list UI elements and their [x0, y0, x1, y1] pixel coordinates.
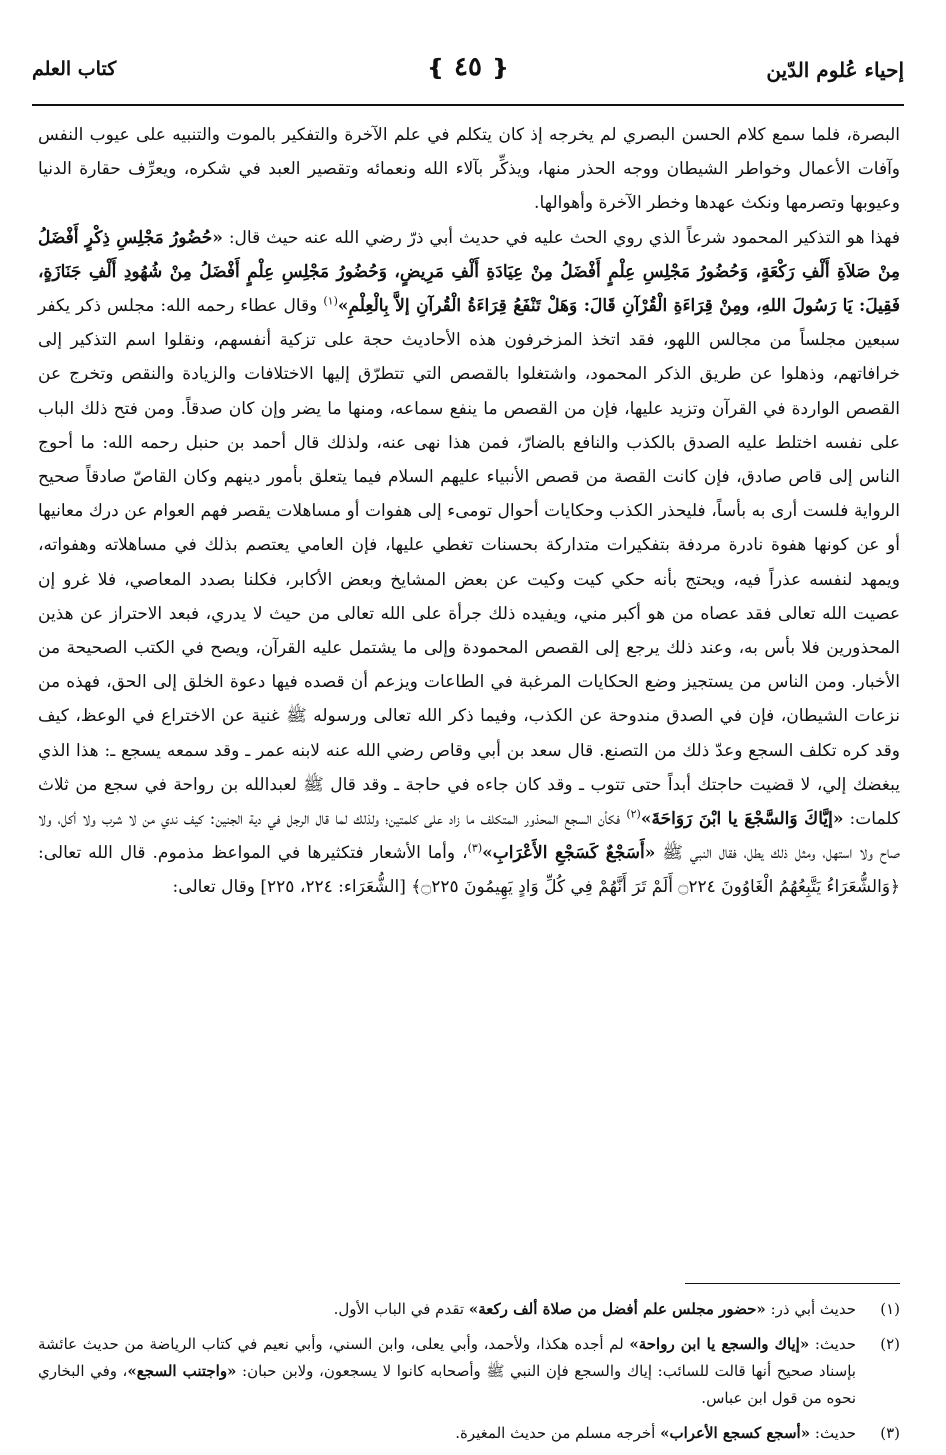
page-number: [427, 52, 510, 82]
paragraph-4-text: ، وأما الأشعار فتكثيرها في المواعظ مذموم. قال الله تعالى:: [38, 843, 468, 864]
page-header: [32, 52, 904, 102]
hadith-sajʿ-al-aʿrab: «أَسَجْعٌ كَسَجْعِ الأَعْرَابِ»: [482, 843, 656, 864]
footnote-1: [38, 1296, 900, 1323]
paragraph-2-intro: فهذا هو التذكير المحمود شرعاً الذي روي الحث عليه في حديث أبي ذرّ رضي الله عنه حيث قال:: [228, 227, 900, 248]
footnote-lead: حديث:: [814, 1335, 856, 1353]
footnote-rest-2: ، وفي البخاري نحوه من قول ابن عباس.: [38, 1362, 856, 1407]
footnote-text: [38, 1420, 856, 1447]
ornament-left-icon: ❴: [426, 55, 445, 81]
paragraph-2-text: وقال عطاء رحمه الله: مجلس ذكر يكفر سبعين مجلساً من مجالس اللهو، فقد اتخذ المزخرفون هذه الأحاديث حجة على تزكية أنفسهم، ونقلوا اسم التذكير إلى خرافاتهم، وذهلوا عن طريق الذكر المحمود، واشتغلوا بالقصص التي تتطرّق إليها الاختلافات والزيادة والنقص وتخرج عن القصص الواردة في القرآن وتزيد عليها، فإن من القصص ما ينفع سماعه، ومنها ما يضر وإن كان صدقاً. ومن فتح ذلك الباب على نفسه اختلط عليه الصدق بالكذب والنافع بالضارّ، فمن هذا نهى عنه، ولذلك قال أحمد بن حنبل رحمه الله: ما أحوج الناس إلى قاص صادق، فإن كانت القصة من قصص الأنبياء عليهم السلام فيما يتعلق بأمور دينهم وكان القاصّ صادقاً صحيح الرواية فلست أرى به بأساً، فليحذر الكذب وحكايات أحوال تومىء إلى هفوات أو مساهلات يقصر فهم العوام عن درك معانيها أو عن كونها هفوة نادرة مردفة بتفكيرات متداركة بحسنات تغطي عليها، فإن العامي يعتصم بذلك في مساهلاته وهفواته، ويمهد لنفسه عذراً فيه، ويحتج بأنه حكي كيت وكيت عن بعض المشايخ وبعض الأكابر، فكلنا بصدد المعاصي، فلا غرو إن عصيت الله تعالى فقد عصاه من هو أكبر مني، ويفيده ذلك جرأة على الله تعالى من حيث لا يدري، فبعد الاحتراز عن هذين المحذورين فلا بأس به، وعند ذلك يرجع إلى القصص المحمودة وإلى ما يشتمل عليه القرآن، ويصح في الكتب الصحيحة من الأخبار. ومن الناس من يستجيز وضع الحكايات المرغبة في الطاعات ويزعم أن قصده فيها دعوة الخلق إلى الحق، فهذه من نزعات الشيطان، فإن في الصدق مندوحة عن الكذب، وفيما ذكر الله تعالى ورسوله ﷺ غنية عن الاختراع في الوعظ، كيف وقد كره تكلف السجع وعدّ ذلك من التصنع. قال سعد بن أبي وقاص رضي الله عنه لابنه عمر ـ وقد سمعه يسجع ـ: هذا الذي يبغضك إلي، لا قضيت حاجتك أبداً حتى تتوب ـ وقد كان جاءه في حاجة ـ وقد قال ﷺ لعبدالله بن رواحة في سجع من ثلاث كلمات:: [38, 296, 900, 830]
header-rule: [32, 104, 904, 106]
footnote-quote: «أسجع كسجع الأعراب»: [660, 1424, 811, 1442]
footnote-lead: حديث:: [814, 1424, 856, 1442]
footnote-number: (٣): [880, 1424, 900, 1442]
footnote-text: [38, 1296, 856, 1323]
footnote-text: [38, 1331, 856, 1412]
section-title: كتاب العلم: [32, 58, 117, 80]
footnote-separator: [685, 1283, 900, 1284]
footnote-2: [38, 1331, 900, 1412]
paragraph-1: [38, 118, 900, 221]
footnote-mark-2: (٢): [626, 807, 641, 821]
footnote-mark-1: (١): [323, 294, 338, 308]
footnote-quote: «إياك والسجع يا ابن رواحة»: [629, 1335, 810, 1353]
ornament-right-icon: ❵: [491, 55, 510, 81]
hadith-ibn-rawaha: «إيَّاكَ وَالسَّجْعَ يا ابْنَ رَوَاحَةَ»: [640, 809, 844, 830]
footnote-number: (١): [880, 1300, 900, 1318]
footnote-lead: حديث أبي ذر:: [770, 1300, 856, 1318]
hadith-abu-dhar: «حُضُورُ مَجْلِسِ ذِكْرٍ أَفْضَلُ مِنْ صَلاَةِ أَلْفِ رَكْعَةٍ، وَحُضُورُ مَجْلِسِ عِلْمٍ أَفْضَلُ مِنْ عِيَادَةِ أَلْفِ مَرِيضٍ، وَحُضُورُ مَجْلِسِ عِلْمٍ أَفْضَلُ مِنْ شُهُودِ أَلْفِ جَنَازَةٍ، فَقِيلَ: يَا رَسُولَ اللهِ، ومِنْ قِرَاءَةِ الْقُرْآنِ قَالَ: وَهَلْ تَنْفَعُ قِرَاءَةُ الْقُرآنِ إلاَّ بِالْعِلْمِ»: [38, 227, 900, 317]
paragraph-3-text: فكأن السجع المحذور المتكلف ما زاد على كلمتين؛ ولذلك لما قال الرجل في دية الجنين: كيف ندي من لا شرب ولا أكل، ولا صاح ولا استهل، ومثل ذلك يطل، فقال النبي ﷺ: [38, 809, 901, 864]
footnote-3: [38, 1420, 900, 1447]
footnote-rest: أخرجه مسلم من حديث المغيرة.: [455, 1424, 656, 1442]
footnotes: [38, 1296, 900, 1455]
page-number-value: ٤٥: [454, 52, 482, 82]
paragraph-2: [38, 221, 900, 905]
footnote-quote-2: «واجتنب السجع»: [127, 1362, 237, 1380]
paragraph-1-text: البصرة، فلما سمع كلام الحسن البصري لم يخرجه إذ كان يتكلم في علم الآخرة والتفكير بالموت والتنبيه على عيوب النفس وآفات الأعمال وخواطر الشيطان ووجه الحذر منها، ويذكِّر بآلاء الله ونعمائه وتقصير العبد في شكره، ويعرِّف حقارة الدنيا وعيوبها وتصرمها ونكث عهدها وخطر الآخرة وأهوالها.: [38, 125, 900, 214]
footnote-rest: لم أجده هكذا، ولأحمد، وأبي يعلى، وابن السني، وأبي نعيم في كتاب الرياضة من حديث عائشة بإسناد صحيح أنها قالت للسائب: إياك والسجع فإن النبي ﷺ وأصحابه كانوا لا يسجعون، ولابن حبان:: [38, 1335, 856, 1380]
book-title: إحياء عُلوم الدّين: [766, 58, 904, 82]
footnote-quote: «حضور مجلس علم أفضل من صلاة ألف ركعة»: [468, 1300, 766, 1318]
footnote-number: (٢): [880, 1335, 900, 1353]
footnote-rest: تقدم في الباب الأول.: [333, 1300, 465, 1318]
verse-reference: [الشُّعَرَاء: ٢٢٤، ٢٢٥] وقال تعالى:: [172, 877, 406, 898]
footnote-mark-3: (٣): [467, 841, 483, 855]
quran-verse: ﴿وَالشُّعَرَاءُ يَتَّبِعُهُمُ الْغَاوُونَ ۝٢٢٤ أَلَمْ تَرَ أَنَّهُمْ فِي كُلِّ وَادٍ يَهِيمُونَ ۝٢٢٥﴾: [411, 877, 900, 898]
main-text: [38, 118, 900, 905]
